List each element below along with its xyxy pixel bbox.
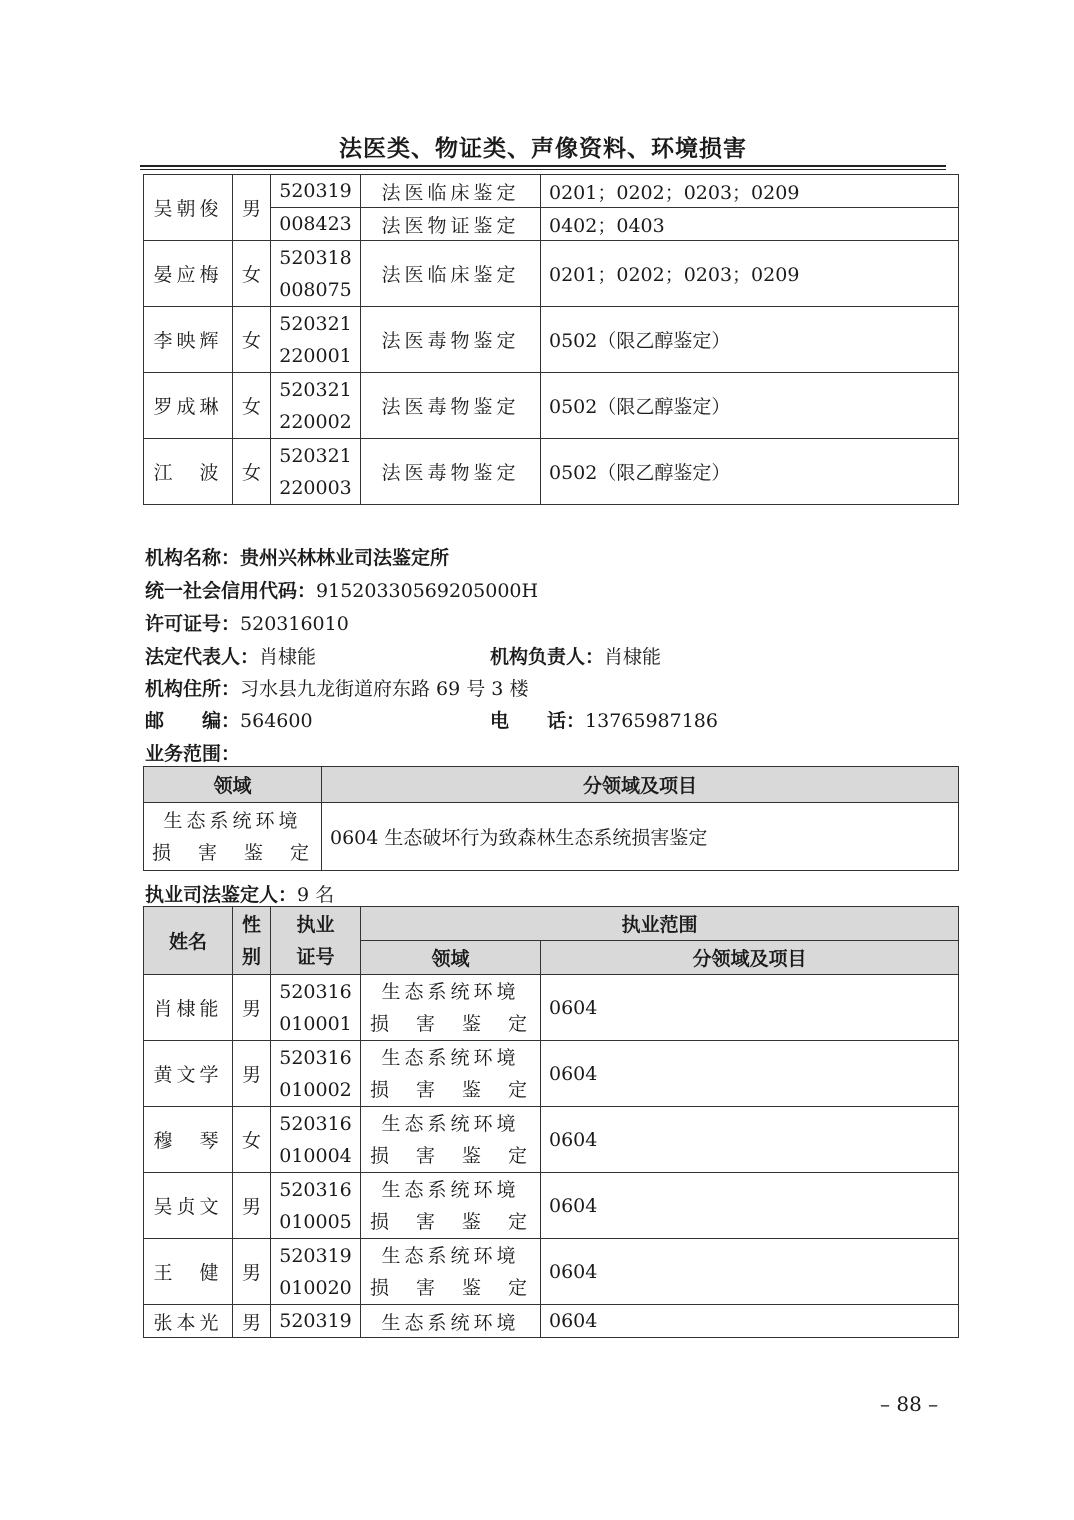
header-title: 法医类、物证类、声像资料、环境损害 (339, 136, 747, 162)
org-scope-line (145, 739, 240, 766)
cert-number-part2: 010001 (279, 1012, 352, 1035)
forensic-staff-table (143, 174, 959, 505)
org-phone-label: 电 话： (490, 710, 586, 732)
cert-number-part1: 520316 (279, 1112, 352, 1135)
header-name: 姓名 (144, 907, 233, 975)
cert-number (271, 975, 361, 1041)
table-row (144, 803, 959, 871)
org-name-line (145, 543, 449, 570)
org-address-line (145, 674, 528, 701)
table-row (144, 1107, 959, 1173)
header-cert-line1: 执业 (296, 913, 335, 936)
cert-number-part1: 520321 (279, 312, 352, 335)
person-gender: 女 (233, 307, 271, 373)
person-gender: 女 (233, 241, 271, 307)
person-name: 吴贞文 (144, 1173, 233, 1239)
field-items: 0502（限乙醇鉴定） (541, 373, 959, 439)
scope-header-items: 分领域及项目 (322, 767, 959, 803)
org-license-line (145, 609, 349, 636)
cert-number-part1: 520316 (279, 1178, 352, 1201)
header-cert (271, 907, 361, 975)
person-name: 江 波 (144, 439, 233, 505)
org-scope-label: 业务范围： (145, 743, 241, 765)
scope-domain-line1: 生态系统环境 (163, 809, 302, 832)
staff-label: 执业司法鉴定人： (145, 884, 298, 906)
org-head-line (490, 642, 661, 669)
cert-number-part2: 010020 (279, 1276, 352, 1299)
person-gender: 男 (233, 975, 271, 1041)
person-gender: 男 (233, 1305, 271, 1338)
domain-name (361, 1239, 541, 1305)
header-gender-line2: 别 (241, 945, 261, 968)
scope-header-domain: 领域 (144, 767, 322, 803)
org-name-label: 机构名称： (145, 547, 241, 569)
cert-number-part2: 008423 (271, 208, 361, 241)
person-name: 王 健 (144, 1239, 233, 1305)
field-name: 法医毒物鉴定 (361, 307, 541, 373)
person-name: 晏应梅 (144, 241, 233, 307)
header-gender (233, 907, 271, 975)
table-row (144, 1041, 959, 1107)
scope-items: 0604 生态破坏行为致森林生态系统损害鉴定 (322, 803, 959, 871)
cert-number-part1: 520319 (271, 175, 361, 208)
person-name: 罗成琳 (144, 373, 233, 439)
org-head-label: 机构负责人： (490, 646, 605, 668)
person-gender: 男 (233, 1041, 271, 1107)
cert-number (271, 439, 361, 505)
org-head: 肖棣能 (604, 646, 662, 668)
org-phone: 13765987186 (585, 710, 718, 732)
cert-number-part1: 520316 (279, 980, 352, 1003)
person-gender: 男 (233, 175, 271, 241)
org-rep-label: 法定代表人： (145, 646, 260, 668)
cert-number-part2: 010004 (279, 1144, 352, 1167)
page-header (140, 134, 946, 164)
org-credit-line (145, 576, 538, 603)
header-domain: 领域 (361, 941, 541, 975)
staff-table (143, 906, 959, 1338)
cert-number-part1: 520321 (279, 444, 352, 467)
domain-name (361, 1041, 541, 1107)
domain-line2: 损 害 鉴 定 (369, 1210, 531, 1233)
page-number: – 88 – (880, 1392, 939, 1416)
cert-number-part1: 520319 (271, 1305, 361, 1338)
domain-name (361, 1173, 541, 1239)
field-name: 法医临床鉴定 (361, 175, 541, 208)
table-row (144, 439, 959, 505)
field-name: 法医毒物鉴定 (361, 373, 541, 439)
field-items: 0604 (541, 975, 959, 1041)
person-name: 肖棣能 (144, 975, 233, 1041)
domain-name (361, 975, 541, 1041)
person-name: 张本光 (144, 1305, 233, 1338)
domain-line1: 生态系统环境 (381, 1046, 520, 1069)
cert-number-part1: 520316 (279, 1046, 352, 1069)
person-gender: 女 (233, 1107, 271, 1173)
domain-line1: 生态系统环境 (381, 1178, 520, 1201)
field-items: 0604 (541, 1173, 959, 1239)
table-row (144, 307, 959, 373)
org-postcode-line (145, 706, 313, 733)
table-row (144, 241, 959, 307)
org-postcode-label: 邮 编： (145, 710, 241, 732)
org-name: 贵州兴林林业司法鉴定所 (240, 547, 450, 569)
cert-number-part2: 008075 (279, 278, 352, 301)
cert-number (271, 1173, 361, 1239)
org-address-label: 机构住所： (145, 678, 241, 700)
field-items: 0604 (541, 1041, 959, 1107)
scope-domain (144, 803, 322, 871)
field-items: 0604 (541, 1107, 959, 1173)
org-license-label: 许可证号： (145, 613, 241, 635)
field-items: 0402；0403 (541, 208, 959, 241)
table-row (144, 975, 959, 1041)
table-header-row (144, 767, 959, 803)
domain-line1: 生态系统环境 (381, 1112, 520, 1135)
table-row (144, 373, 959, 439)
field-name: 法医毒物鉴定 (361, 439, 541, 505)
domain-line2: 损 害 鉴 定 (369, 1078, 531, 1101)
staff-count-line (145, 880, 334, 907)
person-gender: 女 (233, 439, 271, 505)
cert-number (271, 1041, 361, 1107)
cert-number-part1: 520318 (279, 246, 352, 269)
cert-number-part2: 010005 (279, 1210, 352, 1233)
cert-number-part2: 220001 (279, 344, 352, 367)
org-credit-label: 统一社会信用代码： (145, 580, 317, 602)
staff-count: 9 名 (297, 884, 335, 906)
org-postcode: 564600 (240, 710, 313, 732)
header-cert-line2: 证号 (296, 945, 335, 968)
field-items: 0502（限乙醇鉴定） (541, 439, 959, 505)
domain-line1: 生态系统环境 (361, 1305, 541, 1338)
field-items: 0201；0202；0203；0209 (541, 241, 959, 307)
header-rule (140, 165, 946, 167)
org-rep: 肖棣能 (259, 646, 317, 668)
field-items: 0502（限乙醇鉴定） (541, 307, 959, 373)
org-rep-line (145, 642, 316, 669)
domain-line2: 损 害 鉴 定 (369, 1012, 531, 1035)
field-items: 0604 (541, 1239, 959, 1305)
org-credit-code: 91520330569205000H (316, 580, 539, 602)
cert-number-part2: 220002 (279, 410, 352, 433)
table-row (144, 1173, 959, 1239)
domain-name (361, 1107, 541, 1173)
person-name: 黄文学 (144, 1041, 233, 1107)
org-license-number: 520316010 (240, 613, 349, 635)
business-scope-table (143, 766, 959, 871)
cert-number (271, 307, 361, 373)
scope-domain-line2: 损 害 鉴 定 (151, 841, 313, 864)
person-gender: 男 (233, 1173, 271, 1239)
header-items: 分领域及项目 (541, 941, 959, 975)
cert-number (271, 1107, 361, 1173)
cert-number-part1: 520319 (279, 1244, 352, 1267)
field-items: 0201；0202；0203；0209 (541, 175, 959, 208)
table-row (144, 1239, 959, 1305)
org-address: 习水县九龙街道府东路 69 号 3 楼 (240, 678, 529, 700)
header-gender-line1: 性 (241, 913, 261, 936)
field-name: 法医临床鉴定 (361, 241, 541, 307)
person-name: 穆 琴 (144, 1107, 233, 1173)
person-gender: 女 (233, 373, 271, 439)
person-gender: 男 (233, 1239, 271, 1305)
table-row (144, 175, 959, 208)
field-name: 法医物证鉴定 (361, 208, 541, 241)
person-name: 李映辉 (144, 307, 233, 373)
domain-line1: 生态系统环境 (381, 980, 520, 1003)
domain-line1: 生态系统环境 (381, 1244, 520, 1267)
org-phone-line (490, 706, 718, 733)
cert-number (271, 241, 361, 307)
header-scope: 执业范围 (361, 907, 959, 941)
domain-line2: 损 害 鉴 定 (369, 1144, 531, 1167)
header-rule-thin (140, 169, 946, 170)
field-items: 0604 (541, 1305, 959, 1338)
cert-number (271, 1239, 361, 1305)
table-row (144, 1305, 959, 1338)
person-name: 吴朝俊 (144, 175, 233, 241)
cert-number-part1: 520321 (279, 378, 352, 401)
cert-number-part2: 010002 (279, 1078, 352, 1101)
domain-line2: 损 害 鉴 定 (369, 1276, 531, 1299)
cert-number-part2: 220003 (279, 476, 352, 499)
table-header-row (144, 907, 959, 941)
cert-number (271, 373, 361, 439)
